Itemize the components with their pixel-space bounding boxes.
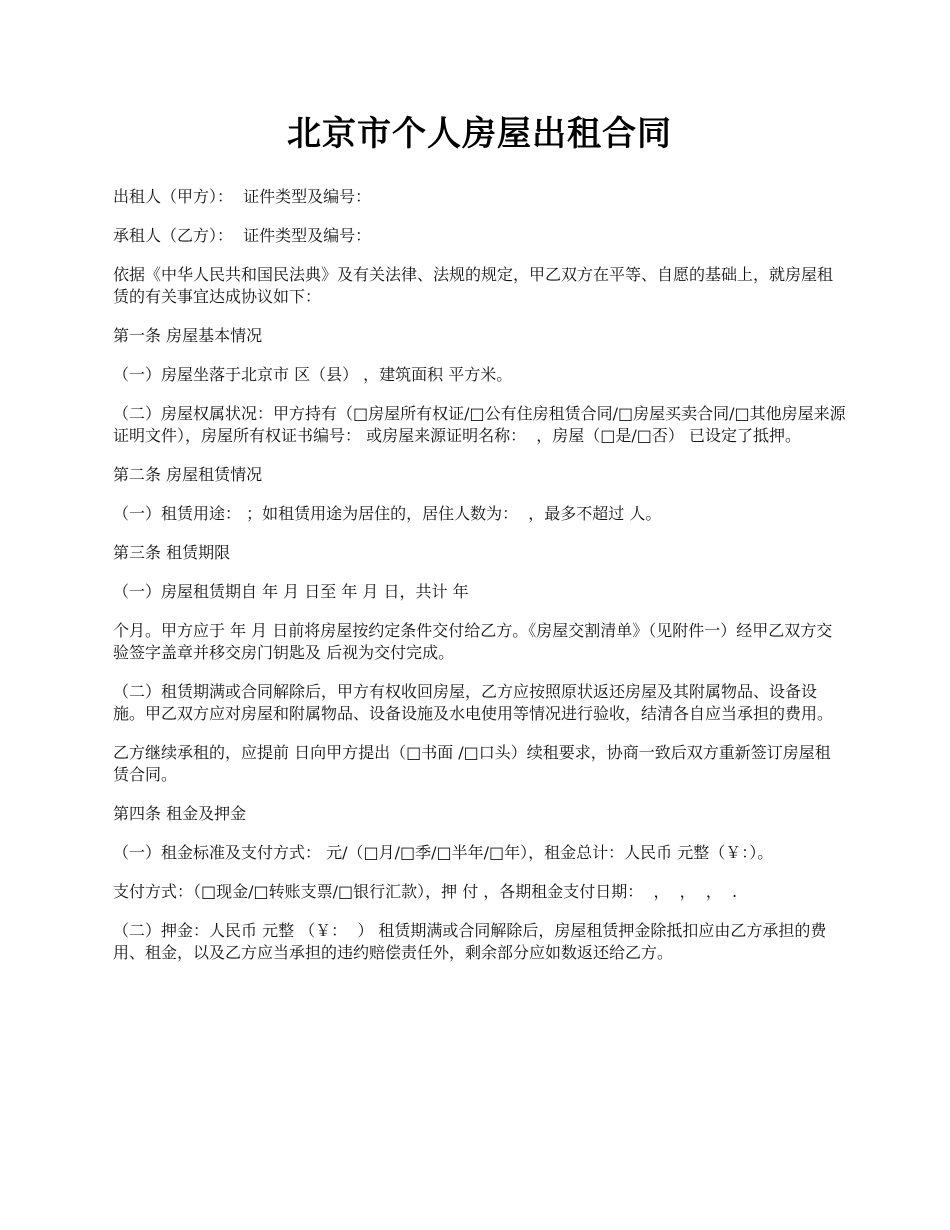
article-2-heading: 第二条 房屋租赁情况	[113, 465, 263, 484]
article-3-heading: 第三条 租赁期限	[113, 543, 231, 562]
contract-title: 北京市个人房屋出租合同	[287, 114, 672, 154]
article-4-clause-1: （一）租金标准及支付方式： 元/（□月/□季/□半年/□年），租金总计：人民币 元整（￥：）。	[113, 843, 774, 862]
article-4-clause-2-deposit: （二）押金：人民币 元整 （￥： ） 租赁期满或合同解除后，房屋租赁押金除抵扣应由乙方承担的费用、租金，以及乙方应当承担的违约赔偿责任外，剩余部分应如数返还给乙方。	[113, 921, 827, 962]
article-3-clause-1-continued: 个月。甲方应于 年 月 日前将房屋按约定条件交付给乙方。《房屋交割清单》（见附件一）经甲乙双方交验签字盖章并移交房门钥匙及 后视为交付完成。	[113, 621, 833, 662]
article-1-heading: 第一条 房屋基本情况	[113, 326, 263, 345]
article-1-clause-2: （二）房屋权属状况：甲方持有（□房屋所有权证/□公有住房租赁合同/□房屋买卖合同/□其他房屋来源证明文件），房屋所有权证书编号： 或房屋来源证明名称： ，房屋（□是/□否） 已设定了抵押。	[113, 404, 846, 445]
article-4-payment-method: 支付方式：（□现金/□转账支票/□银行汇款），押 付 ，各期租金支付日期： ， ， ， .	[113, 882, 738, 901]
lessee-line: 承租人（乙方）： 证件类型及编号：	[113, 226, 372, 245]
preamble-paragraph: 依据《中华人民共和国民法典》及有关法律、法规的规定，甲乙双方在平等、自愿的基础上，就房屋租赁的有关事宜达成协议如下：	[113, 265, 834, 306]
article-4-heading: 第四条 租金及押金	[113, 804, 247, 823]
lessor-line: 出租人（甲方）： 证件类型及编号：	[113, 187, 372, 206]
article-3-clause-2: （二）租赁期满或合同解除后，甲方有权收回房屋，乙方应按照原状返还房屋及其附属物品、设备设施。甲乙双方应对房屋和附属物品、设备设施及水电使用等情况进行验收，结清各自应当承担的费用。	[113, 682, 834, 723]
article-3-renewal: 乙方继续承租的，应提前 日向甲方提出（□书面 /□口头）续租要求，协商一致后双方重新签订房屋租赁合同。	[113, 743, 831, 784]
article-3-clause-1: （一）房屋租赁期自 年 月 日至 年 月 日，共计 年	[113, 582, 469, 601]
article-2-clause-1: （一）租赁用途： ；如租赁用途为居住的，居住人数为： ，最多不超过 人。	[113, 504, 662, 523]
article-1-clause-1: （一）房屋坐落于北京市 区（县） ，建筑面积 平方米。	[113, 365, 513, 384]
